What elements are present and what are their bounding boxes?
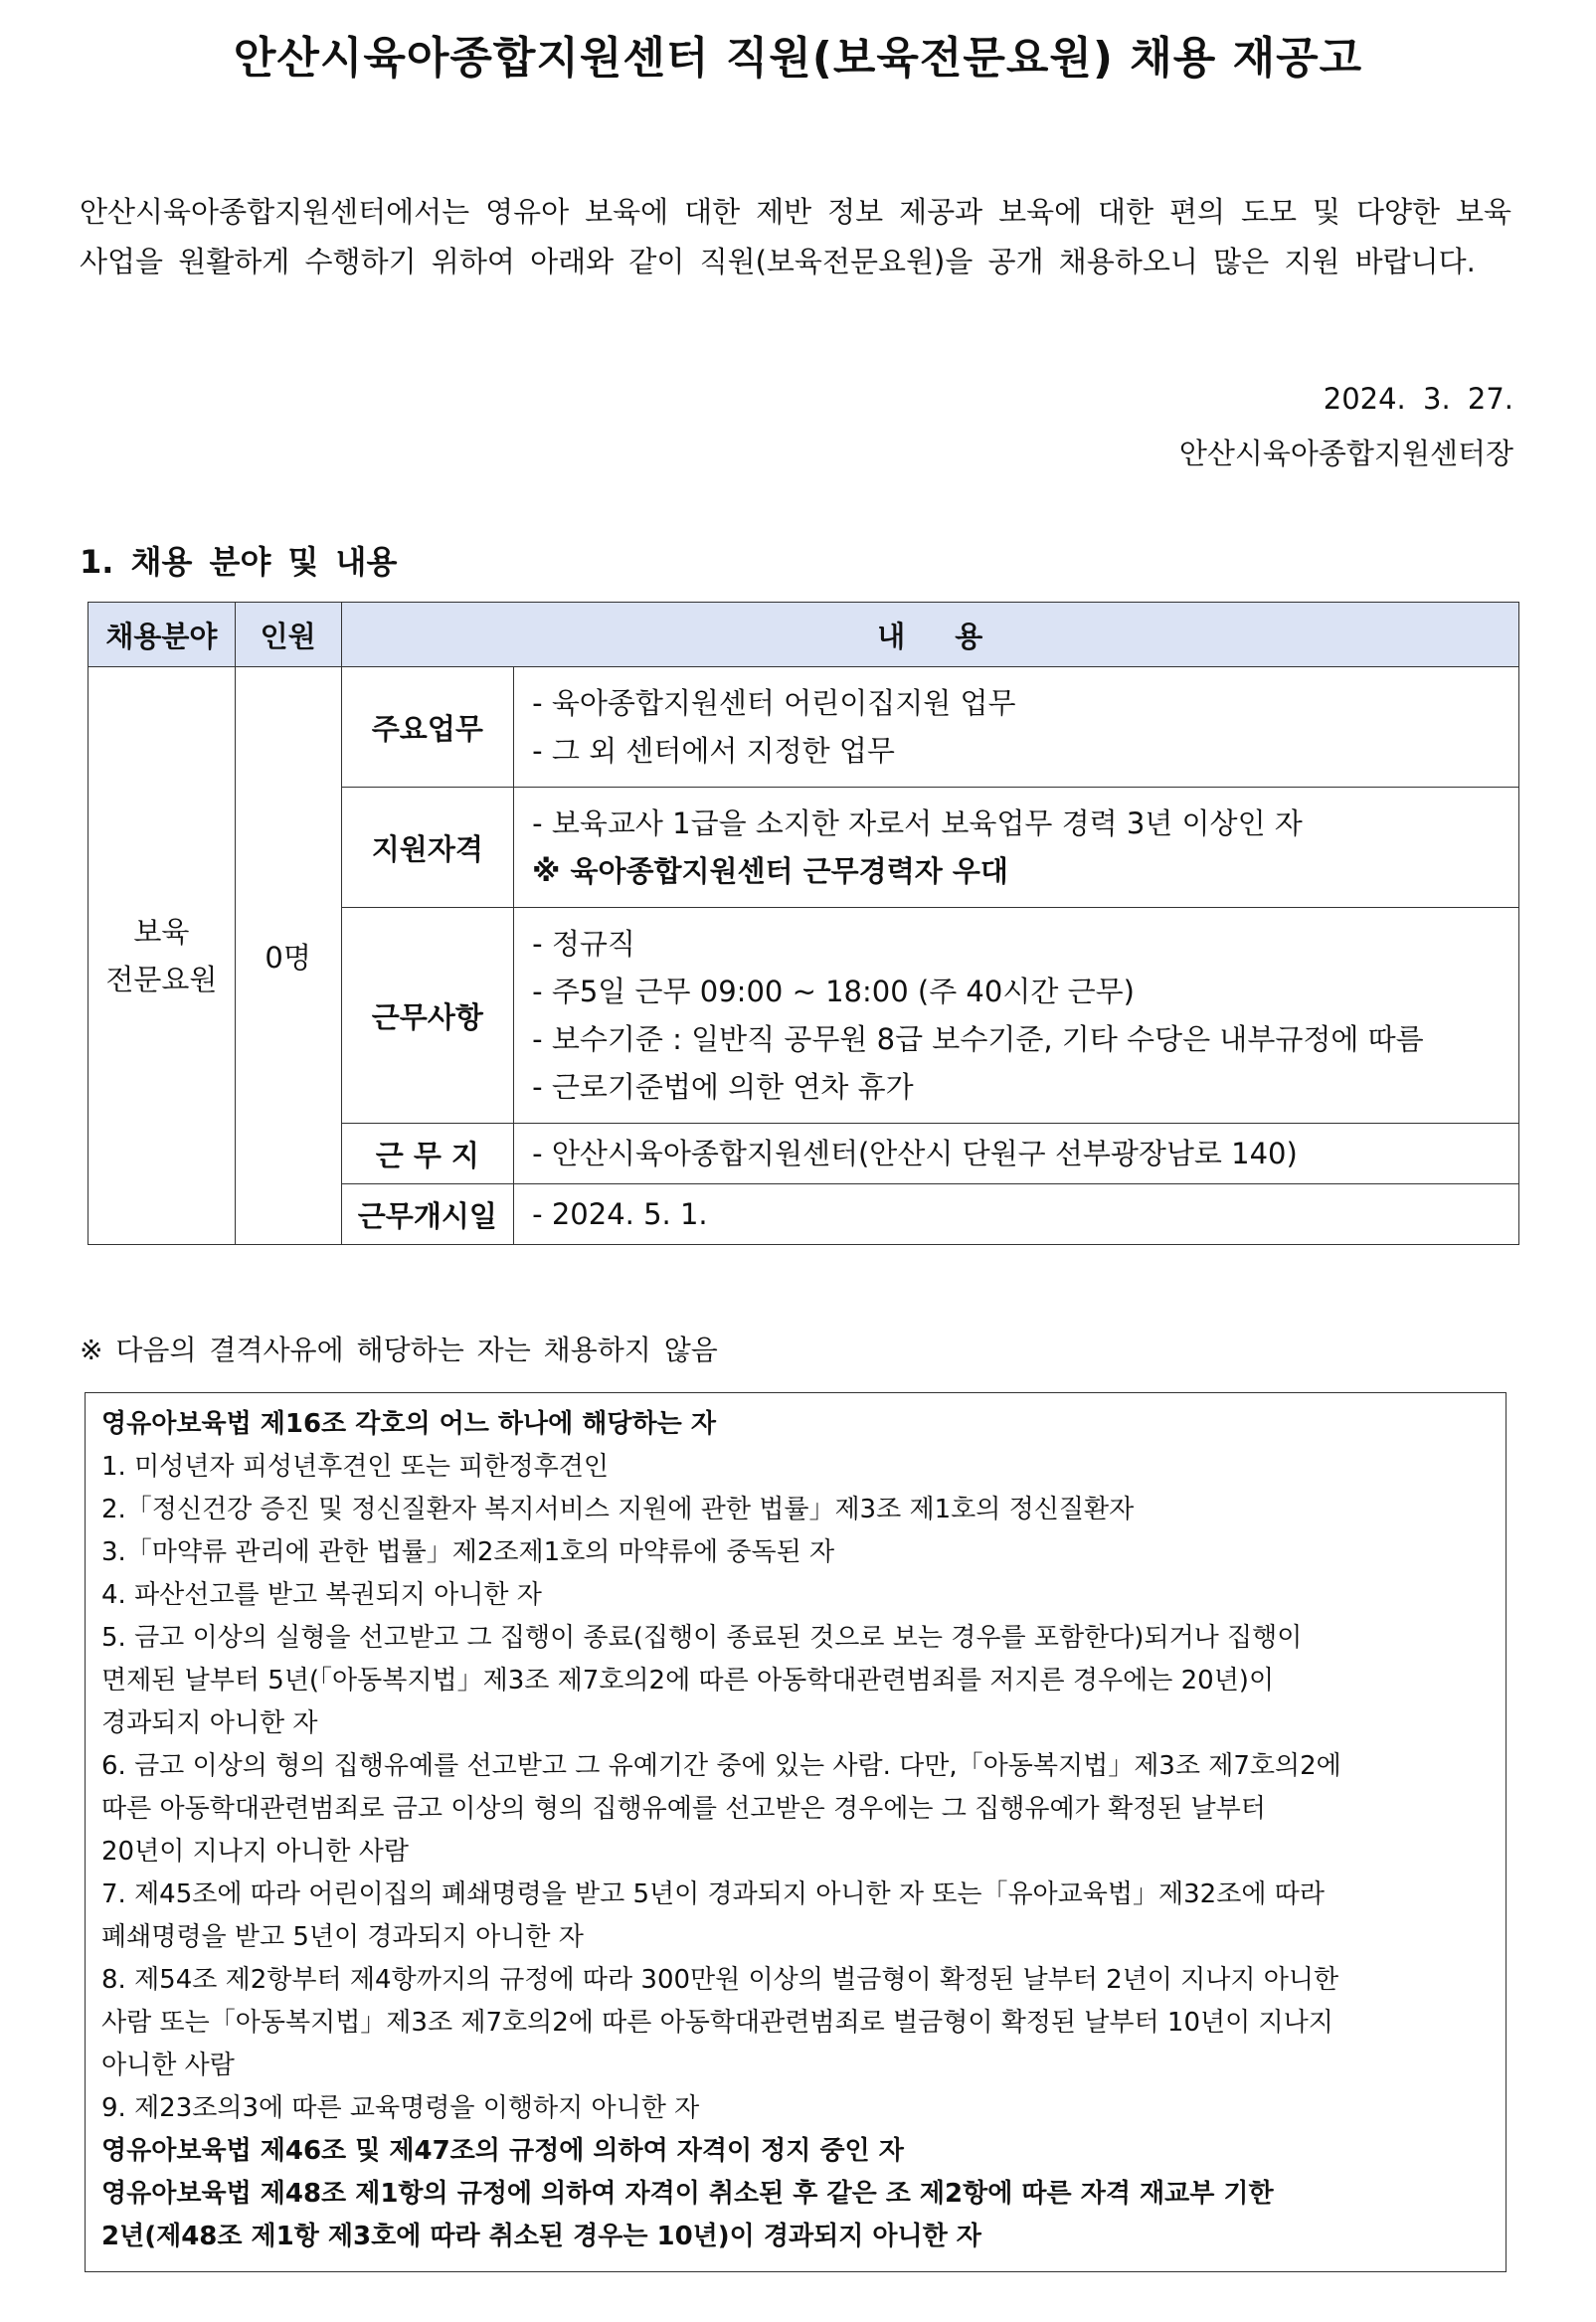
- row-label: 근 무 지: [341, 1124, 514, 1184]
- content-line: - 보수기준 : 일반직 공무원 8급 보수기준, 기타 수당은 내부규정에 따름: [532, 1022, 1424, 1056]
- row-label: 근무개시일: [341, 1184, 514, 1245]
- row-label: 지원자격: [341, 788, 514, 908]
- header-field: 채용분야: [89, 603, 236, 667]
- row-label: 근무사항: [341, 908, 514, 1124]
- list-item: 6. 금고 이상의 형의 집행유예를 선고받고 그 유예기간 중에 있는 사람. 다만,「아동복지법」제3조 제7호의2에 따른 아동학대관련범죄로 금고 이상의 형의 집행유예를 선고받은 경우에는 그 집행유예가 확정된 날부터 20년이 지나지 아니한 사람: [101, 1751, 1341, 1867]
- row-label: 주요업무: [341, 667, 514, 788]
- row-content: [514, 908, 1519, 1124]
- content-line: - 그 외 센터에서 지정한 업무: [532, 734, 895, 768]
- intro-paragraph: 안산시육아종합지원센터에서는 영유아 보육에 대한 제반 정보 제공과 보육에 대한 편의 도모 및 다양한 보육사업을 원활하게 수행하기 위하여 아래와 같이 직원(보육전문요원)을 공개 채용하오니 많은 지원 바랍니다.: [80, 195, 1511, 278]
- disqualification-heading: 영유아보육법 제16조 각호의 어느 하나에 해당하는 자: [101, 1409, 716, 1439]
- row-content: [514, 667, 1519, 788]
- section-title: 1. 채용 분야 및 내용: [80, 543, 398, 581]
- disqualification-footer: 영유아보육법 제48조 제1항의 규정에 의하여 자격이 취소된 후 같은 조 제2항에 따른 자격 재교부 기한: [101, 2179, 1274, 2209]
- content-line: - 2024. 5. 1.: [532, 1197, 708, 1231]
- disqualification-footer: 영유아보육법 제46조 및 제47조의 규정에 의하여 자격이 정지 중인 자: [101, 2136, 904, 2166]
- row-content: [514, 1124, 1519, 1184]
- content-line: - 주5일 근무 09:00 ~ 18:00 (주 40시간 근무): [532, 975, 1135, 1008]
- list-item: 2.「정신건강 증진 및 정신질환자 복지서비스 지원에 관한 법률」제3조 제1호의 정신질환자: [101, 1495, 1135, 1524]
- list-item: 3.「마약류 관리에 관한 법률」제2조제1호의 마약류에 중독된 자: [101, 1537, 835, 1567]
- row-content: [514, 788, 1519, 908]
- field-line: 보육: [133, 915, 190, 949]
- disqualification-box: [85, 1392, 1507, 2272]
- recruitment-table: [88, 602, 1519, 1245]
- table-header-row: [89, 603, 1519, 667]
- content-line: - 근로기준법에 의한 연차 휴가: [532, 1070, 914, 1104]
- field-line: 전문요원: [105, 963, 218, 996]
- list-item: 4. 파산선고를 받고 복권되지 아니한 자: [101, 1580, 542, 1610]
- content-line-preferred: ※ 육아종합지원센터 근무경력자 우대: [532, 854, 1008, 888]
- header-count: 인원: [235, 603, 341, 667]
- signer: 안산시육아종합지원센터장: [1178, 437, 1513, 470]
- disqualification-footer: 2년(제48조 제1항 제3호에 따라 취소된 경우는 10년)이 경과되지 아니한 자: [101, 2222, 981, 2251]
- list-item: 5. 금고 이상의 실형을 선고받고 그 집행이 종료(집행이 종료된 것으로 보는 경우를 포함한다)되거나 집행이 면제된 날부터 5년(「아동복지법」제3조 제7호의2에 따른 아동학대관련범죄를 저지른 경우에는 20년)이 경과되지 아니한 자: [101, 1623, 1303, 1738]
- list-item: 8. 제54조 제2항부터 제4항까지의 규정에 따라 300만원 이상의 벌금형이 확정된 날부터 2년이 지나지 아니한 사람 또는「아동복지법」제3조 제7호의2에 따른 아동학대관련범죄로 벌금형이 확정된 날부터 10년이 지나지 아니한 사람: [101, 1965, 1339, 2080]
- list-item: 7. 제45조에 따라 어린이집의 폐쇄명령을 받고 5년이 경과되지 아니한 자 또는「유아교육법」제32조에 따라 폐쇄명령을 받고 5년이 경과되지 아니한 자: [101, 1879, 1325, 1952]
- content-line: - 육아종합지원센터 어린이집지원 업무: [532, 686, 1016, 720]
- content-line: - 정규직: [532, 927, 635, 961]
- table-row: [89, 667, 1519, 788]
- announcement-date: 2024. 3. 27.: [1323, 382, 1513, 416]
- row-content: [514, 1184, 1519, 1245]
- content-line: - 보육교사 1급을 소지한 자로서 보육업무 경력 3년 이상인 자: [532, 806, 1303, 840]
- count-cell: 0명: [235, 667, 341, 1245]
- page-title: 안산시육아종합지원센터 직원(보육전문요원) 채용 재공고: [233, 33, 1363, 84]
- list-item: 9. 제23조의3에 따른 교육명령을 이행하지 아니한 자: [101, 2093, 700, 2123]
- content-line: - 안산시육아종합지원센터(안산시 단원구 선부광장남로 140): [532, 1137, 1298, 1170]
- disqualification-notice: ※ 다음의 결격사유에 해당하는 자는 채용하지 않음: [80, 1334, 718, 1366]
- list-item: 1. 미성년자 피성년후견인 또는 피한정후견인: [101, 1452, 609, 1482]
- header-content: 내 용: [341, 603, 1518, 667]
- field-cell: [89, 667, 236, 1245]
